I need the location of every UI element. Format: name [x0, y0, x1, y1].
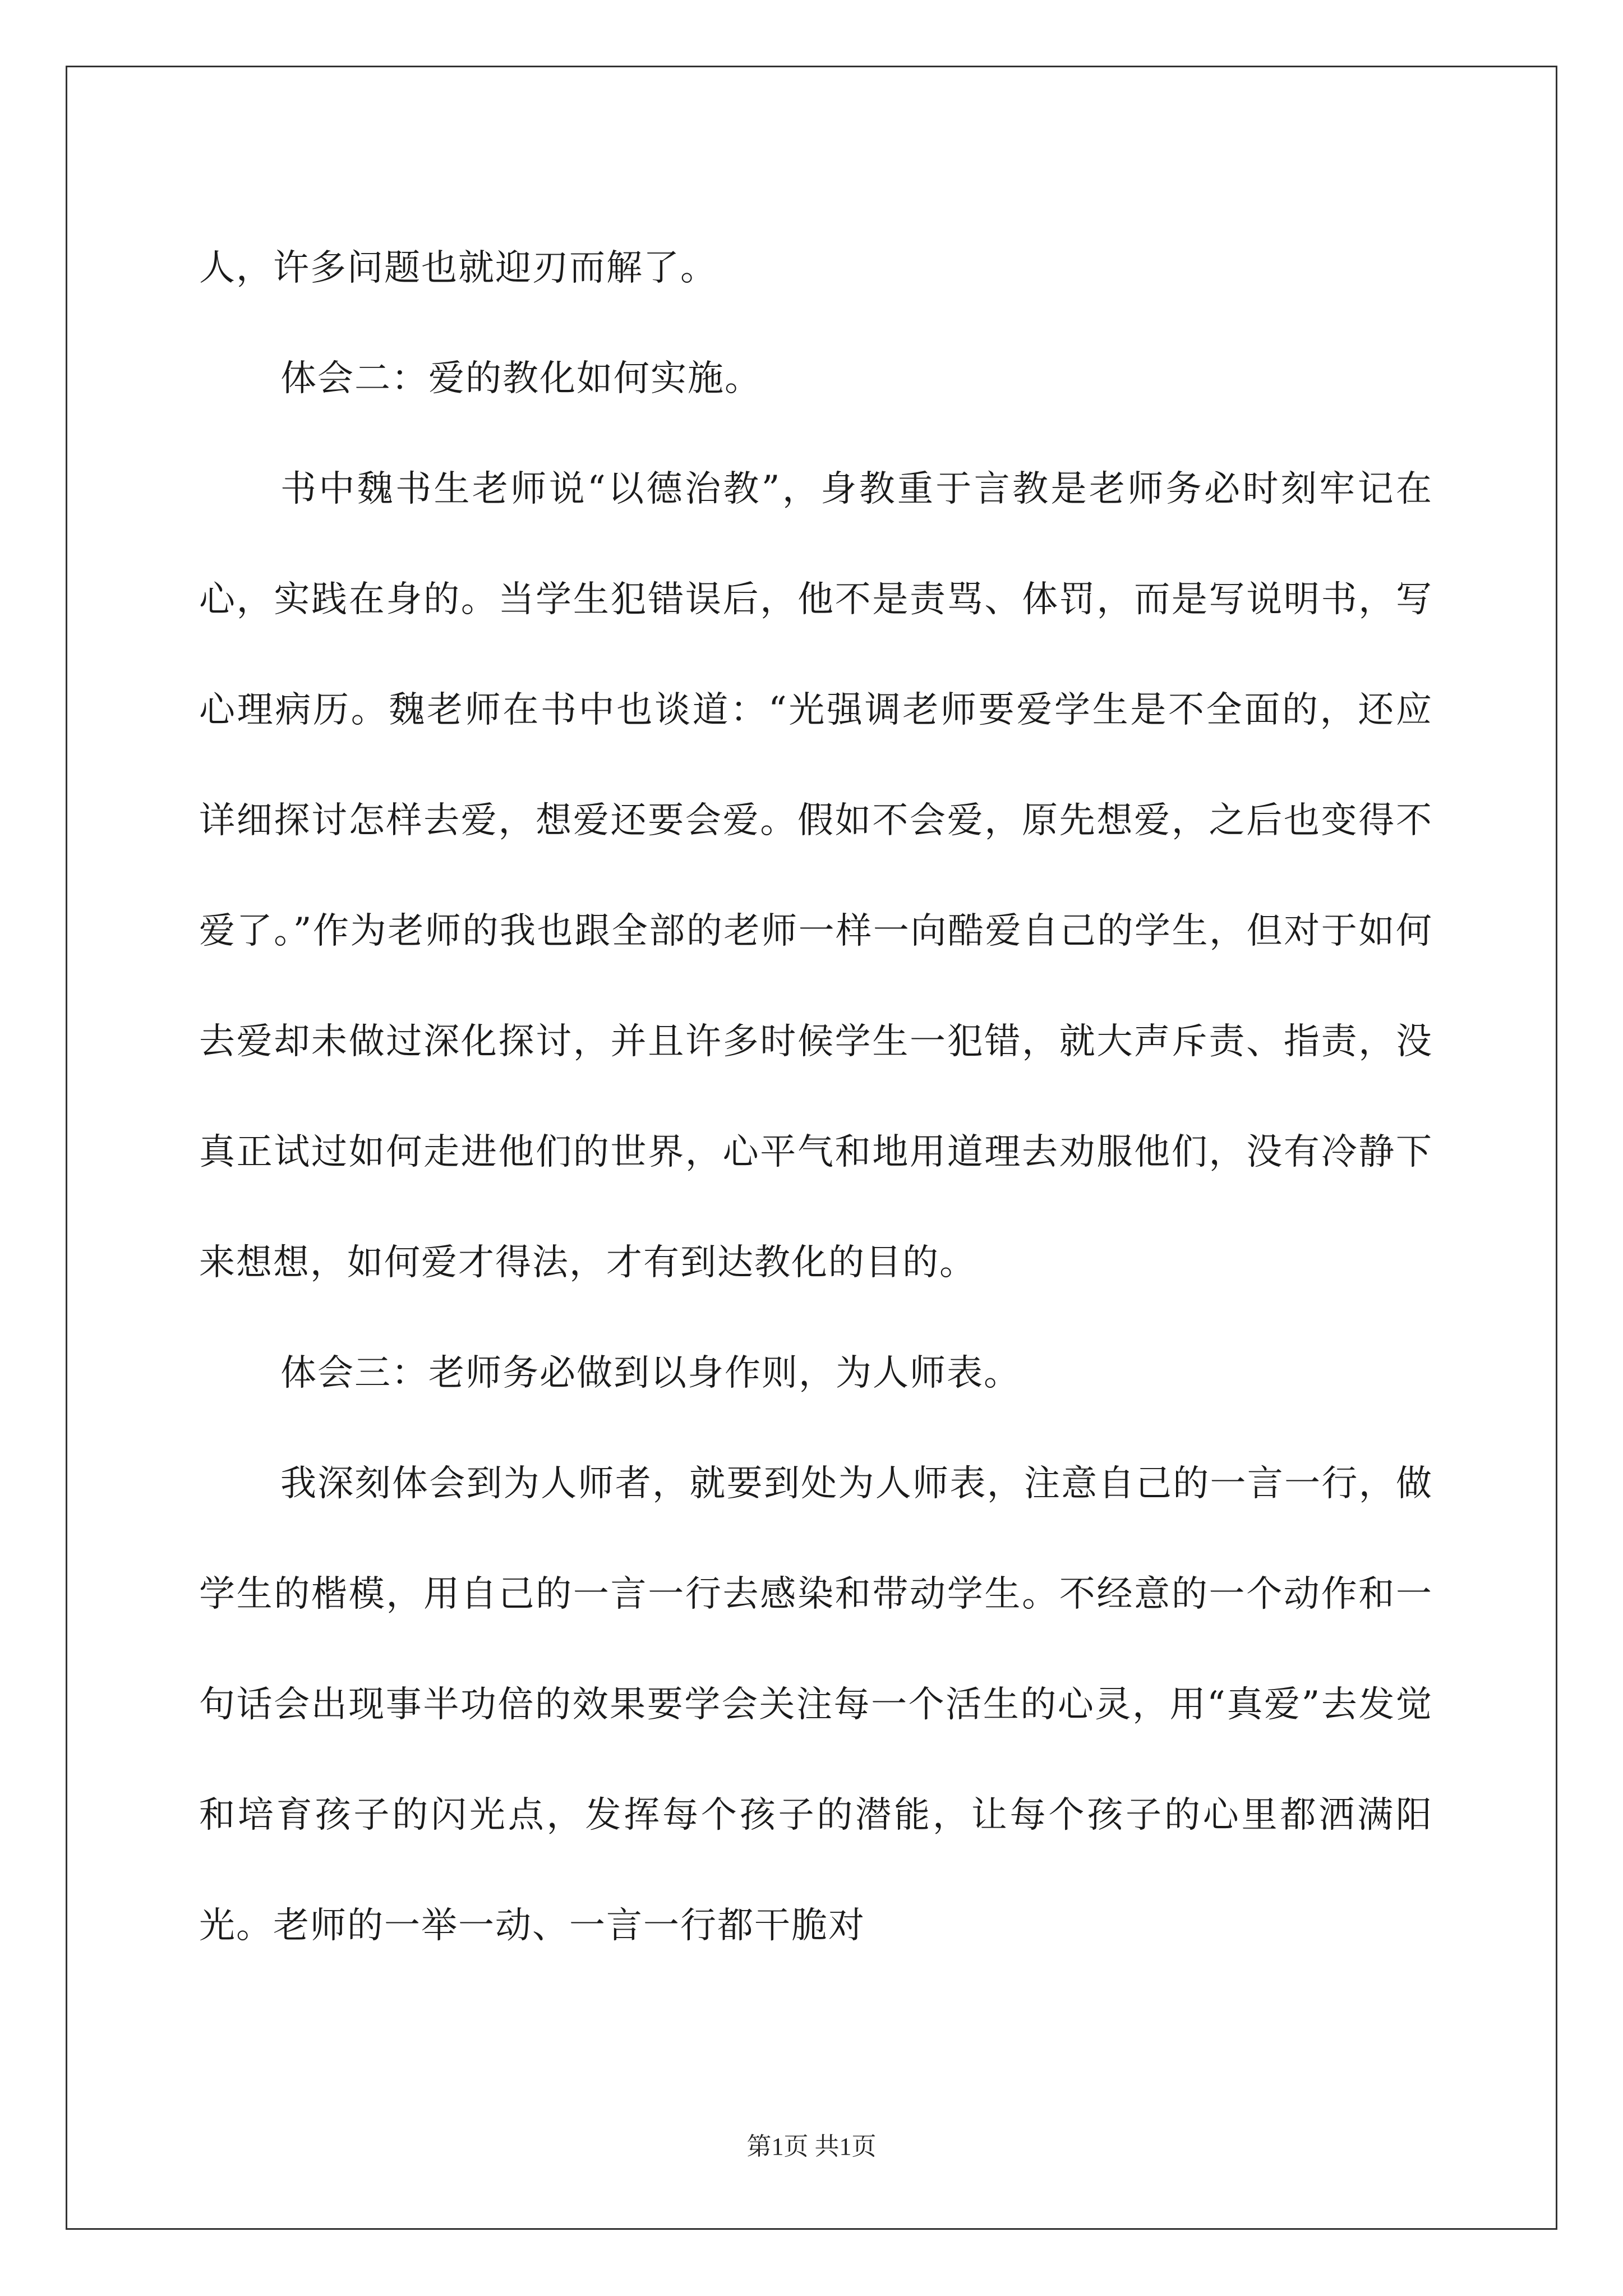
- page-footer: 第1页 共1页: [746, 2133, 877, 2160]
- document-body: [199, 213, 1433, 1981]
- paragraph-2-heading: 体会二：爱的教化如何实施。: [280, 358, 762, 399]
- paragraph-1: 人，许多问题也就迎刃而解了。: [199, 247, 717, 289]
- paragraph-4-heading: 体会三：老师务必做到以身作则，为人师表。: [280, 1352, 1021, 1394]
- paragraph-3: 书中魏书生老师说“以德治教”，身教重于言教是老师务必时刻牢记在心，实践在身的。当学生犯错误后，他不是责骂、体罚，而是写说明书，写心理病历。魏老师在书中也谈道：“光强调老师要爱学生是不全面的，还应详细探讨怎样去爱，想爱还要会爱。假如不会爱，原先想爱，之后也变得不爱了。”作为老师的我也跟全部的老师一样一向酷爱自己的学生，但对于如何去爱却未做过深化探讨，并且许多时候学生一犯错，就大声斥责、指责，没真正试过如何走进他们的世界，心平气和地用道理去劝服他们，没有冷静下来想想，如何爱才得法，才有到达教化的目的。: [199, 468, 1433, 1283]
- paragraph-5: 我深刻体会到为人师者，就要到处为人师表，注意自己的一言一行，做学生的楷模，用自己的一言一行去感染和带动学生。不经意的一个动作和一句话会出现事半功倍的效果要学会关注每一个活生的心灵，用“真爱”去发觉和培育孩子的闪光点，发挥每个孩子的潜能，让每个孩子的心里都洒满阳光。老师的一举一动、一言一行都干脆对: [199, 1463, 1433, 1947]
